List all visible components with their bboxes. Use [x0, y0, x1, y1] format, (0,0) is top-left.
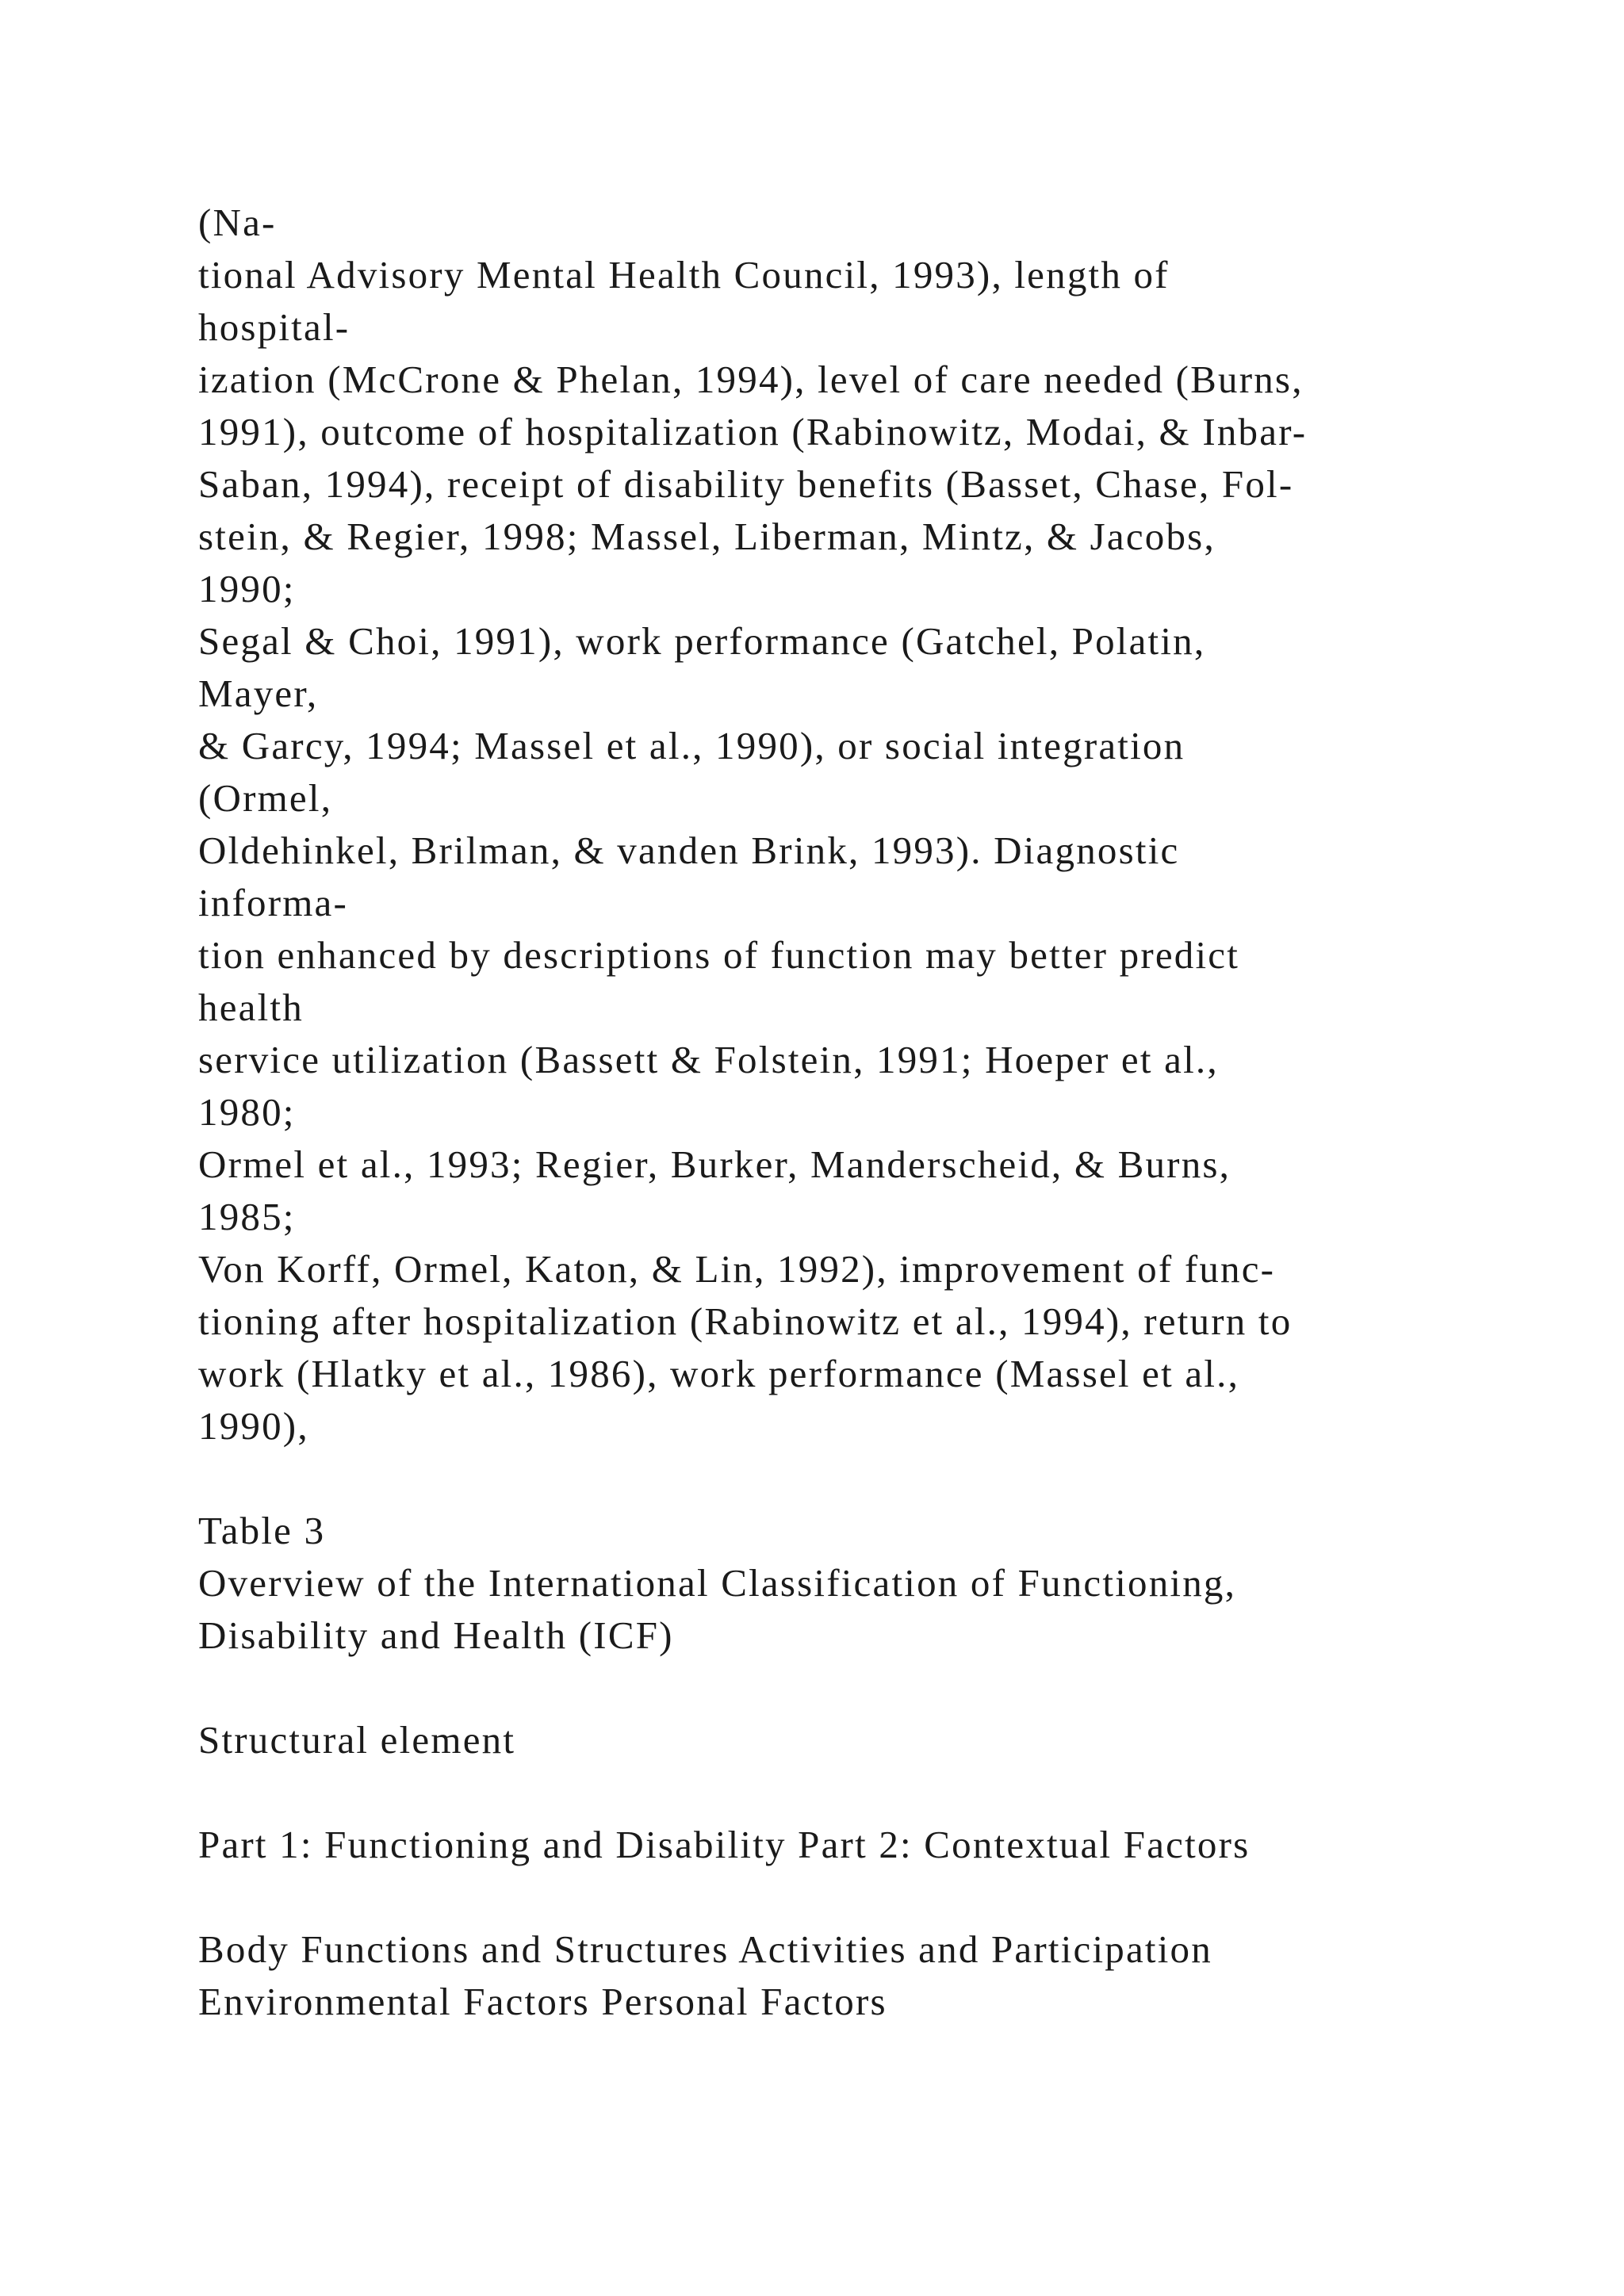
table-caption: [198, 1505, 1562, 1662]
table-parts-row: Part 1: Functioning and Disability Part 2: Contextual Factors: [198, 1823, 1251, 1866]
table-components-line: Environmental Factors Personal Factors: [198, 1980, 887, 2023]
paragraph-line: Ormel et al., 1993; Regier, Burker, Manderscheid, & Burns,: [198, 1142, 1231, 1186]
paragraph-line: health: [198, 985, 304, 1029]
table-title-line: Overview of the International Classification of Functioning,: [198, 1561, 1237, 1605]
table-structural-element: Structural element: [198, 1718, 516, 1762]
paragraph-line: 1990),: [198, 1404, 309, 1448]
table-title-line: Disability and Health (ICF): [198, 1613, 674, 1657]
paragraph-line: hospital-: [198, 305, 350, 349]
blank-line: [198, 1871, 1562, 1923]
table-label: Table 3: [198, 1509, 326, 1552]
paragraph-line: informa-: [198, 881, 349, 924]
table-components: [198, 1923, 1562, 2028]
paragraph-line: Mayer,: [198, 672, 319, 715]
paragraph-line: (Ormel,: [198, 776, 333, 820]
document-page: [198, 197, 1562, 2028]
table-components-line: Body Functions and Structures Activities and Participation: [198, 1927, 1212, 1971]
blank-line: [198, 1452, 1562, 1505]
paragraph-line: ization (McCrone & Phelan, 1994), level of care needed (Burns,: [198, 358, 1304, 401]
body-paragraph: [198, 197, 1562, 1452]
paragraph-line: tion enhanced by descriptions of function may better predict: [198, 933, 1240, 977]
blank-line: [198, 1662, 1562, 1714]
paragraph-line: 1985;: [198, 1195, 296, 1238]
paragraph-line: Von Korff, Ormel, Katon, & Lin, 1992), improvement of func-: [198, 1247, 1276, 1291]
paragraph-line: Saban, 1994), receipt of disability benefits (Basset, Chase, Fol-: [198, 462, 1294, 506]
blank-line: [198, 1766, 1562, 1819]
paragraph-line: work (Hlatky et al., 1986), work performance (Massel et al.,: [198, 1352, 1240, 1395]
paragraph-line: stein, & Regier, 1998; Massel, Liberman, Mintz, & Jacobs,: [198, 515, 1216, 558]
paragraph-line: tional Advisory Mental Health Council, 1993), length of: [198, 253, 1170, 297]
paragraph-line: 1990;: [198, 567, 296, 610]
paragraph-line: 1980;: [198, 1090, 296, 1134]
paragraph-line: (Na-: [198, 201, 277, 244]
paragraph-line: Oldehinkel, Brilman, & vanden Brink, 1993). Diagnostic: [198, 828, 1180, 872]
paragraph-line: 1991), outcome of hospitalization (Rabinowitz, Modai, & Inbar-: [198, 410, 1308, 453]
paragraph-line: Segal & Choi, 1991), work performance (Gatchel, Polatin,: [198, 619, 1206, 663]
paragraph-line: service utilization (Bassett & Folstein, 1991; Hoeper et al.,: [198, 1038, 1219, 1081]
paragraph-line: & Garcy, 1994; Massel et al., 1990), or social integration: [198, 724, 1185, 767]
paragraph-line: tioning after hospitalization (Rabinowitz et al., 1994), return to: [198, 1299, 1293, 1343]
